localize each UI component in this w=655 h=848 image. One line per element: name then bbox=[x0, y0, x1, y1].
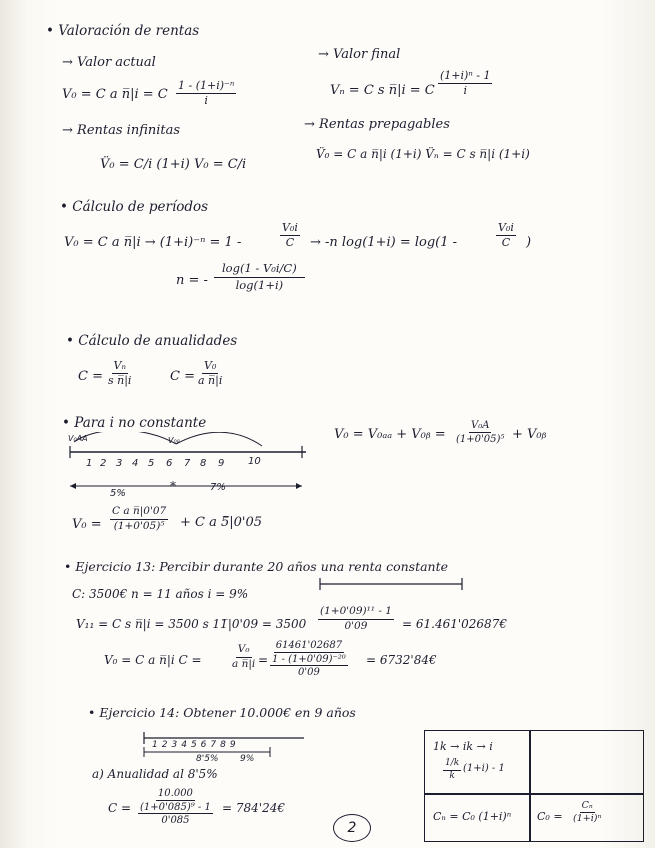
frac-den: (1+0'05)⁵ bbox=[456, 434, 505, 445]
tick: 1 bbox=[152, 740, 162, 750]
frac-num: 61461'02687 bbox=[275, 640, 343, 651]
frac-num: 1 - (1+i)⁻ⁿ bbox=[176, 80, 236, 94]
tick: 2 bbox=[161, 740, 172, 750]
formula-i-no-constante-lhs: V₀ = V₀ₐₐ + V₀ᵦ = bbox=[334, 427, 446, 442]
frac-num: (1+i)ⁿ - 1 bbox=[438, 70, 492, 84]
timeline-tick-8: 8 bbox=[200, 458, 207, 469]
frac-num: (1+0'09)¹¹ - 1 bbox=[318, 606, 394, 620]
heading-calculo-anualidades: • Cálculo de anualidades bbox=[66, 333, 238, 349]
frac-den: 0'09 bbox=[344, 619, 368, 632]
table-cell-top-left-line1: 1k → ik → i bbox=[433, 740, 493, 753]
tick: 4 bbox=[181, 740, 191, 750]
table-cell-top-left-exponent bbox=[443, 759, 461, 782]
frac-den: i bbox=[463, 84, 467, 98]
formula-periodos-frac1 bbox=[280, 222, 300, 249]
frac-num: 1/k bbox=[443, 759, 461, 771]
timeline-tick-9: 9 bbox=[218, 458, 225, 469]
frac-num: Cₙ bbox=[580, 801, 595, 813]
formula-valor-actual-fraction bbox=[176, 80, 236, 107]
formula-rentas-infinitas: V̈₀ = C/i (1+i) V₀ = C/i bbox=[100, 157, 247, 172]
timeline-tick-4: 4 bbox=[132, 458, 139, 469]
formula-n-lhs: n = - bbox=[176, 273, 208, 288]
timeline-tick-2: 2 bbox=[100, 458, 107, 469]
page-number: 2 bbox=[333, 814, 371, 842]
formula-periodos-frac2 bbox=[496, 222, 516, 249]
formula-valor-actual-lhs: V₀ = C a n̅|i = C bbox=[62, 87, 168, 102]
formula-v0-ej13-frac2 bbox=[270, 640, 348, 678]
tick: 6 bbox=[200, 740, 211, 750]
formula-v0-no-constante-fraction bbox=[110, 506, 168, 532]
timeline-ejercicio-13 bbox=[316, 576, 466, 592]
formula-periodos-line1: V₀ = C a n̅|i → (1+i)⁻ⁿ = 1 - bbox=[64, 235, 242, 250]
formula-n-fraction bbox=[214, 262, 305, 291]
timeline-tick-7: 7 bbox=[184, 458, 191, 469]
table-cell-bottom-right-lhs: C₀ = bbox=[537, 810, 563, 823]
frac-num: 10.000 bbox=[157, 788, 193, 799]
heading-ejercicio-13: • Ejercicio 13: Percibir durante 20 años una renta constante bbox=[64, 559, 449, 574]
formula-v11-result: = 61.461'02687€ bbox=[402, 617, 507, 631]
frac-den: 0'085 bbox=[161, 815, 190, 826]
label-rentas-prepagables: → Rentas prepagables bbox=[304, 117, 450, 132]
frac-den: 0'09 bbox=[297, 667, 320, 678]
heading-ejercicio-14: • Ejercicio 14: Obtener 10.000€ en 9 años bbox=[88, 705, 356, 720]
formula-periodos-close: ) bbox=[526, 235, 532, 250]
frac-num: V₀ bbox=[236, 644, 252, 658]
timeline-tick-5: 5 bbox=[148, 458, 155, 469]
tick: 5 bbox=[190, 740, 201, 750]
frac-mid: (1+0'085)⁹ - 1 bbox=[140, 802, 211, 813]
tick: 8 bbox=[220, 740, 230, 750]
formula-v0-ej13-eq: = bbox=[258, 653, 269, 667]
table-cell-top-left-line2: (1+i) - 1 bbox=[463, 763, 505, 774]
frac-den: i bbox=[204, 94, 208, 108]
tick: 3 bbox=[171, 740, 182, 750]
frac-den: C bbox=[501, 236, 511, 250]
timeline-rate-5: 5% bbox=[110, 488, 126, 499]
frac-den: a n̅|i bbox=[232, 657, 256, 670]
formula-table bbox=[424, 730, 644, 842]
label-rentas-infinitas: → Rentas infinitas bbox=[62, 123, 181, 138]
frac-num: V₀ bbox=[202, 360, 218, 374]
formula-anualidad-ej14-lhs: C = bbox=[108, 801, 132, 815]
formula-anualidad-ej14-fraction bbox=[138, 788, 213, 826]
formula-v0-ej13-lhs: V₀ = C a n̅|i C = bbox=[104, 653, 202, 667]
formula-v0-ej13-frac1 bbox=[230, 644, 257, 670]
frac-num: C a n̅|0'07 bbox=[110, 506, 168, 520]
formula-rentas-prepagables: V̈₀ = C a n̅|i (1+i) V̈ₙ = C s n̅|i (1+i) bbox=[316, 147, 530, 161]
timeline-14-rate2: 9% bbox=[240, 754, 255, 764]
timeline-14-ticks bbox=[152, 740, 240, 750]
timeline-tick-10: 10 bbox=[248, 456, 261, 467]
tick: 7 bbox=[210, 740, 221, 750]
frac-num: V₀i bbox=[280, 222, 300, 236]
frac-den: s n̅|i bbox=[108, 374, 132, 388]
heading-valoracion-rentas: • Valoración de rentas bbox=[46, 23, 200, 39]
frac-num: log(1 - V₀i/C) bbox=[214, 262, 305, 278]
formula-anualidad-1-fraction bbox=[106, 360, 133, 387]
formula-v0-no-constante-lhs: V₀ = bbox=[72, 517, 102, 532]
timeline-rate-7: 7% bbox=[210, 482, 226, 493]
table-cell-bottom-right-fraction bbox=[571, 801, 603, 825]
frac-num: V₀A bbox=[470, 420, 490, 431]
formula-v0-no-constante-rhs: + C a 5̅|0'05 bbox=[180, 515, 263, 530]
frac-den: k bbox=[449, 770, 455, 781]
heading-calculo-periodos: • Cálculo de períodos bbox=[60, 199, 209, 215]
heading-i-no-constante: • Para i no constante bbox=[62, 415, 207, 431]
formula-v11-fraction bbox=[318, 606, 394, 632]
formula-valor-final-lhs: Vₙ = C s n̅|i = C bbox=[330, 83, 435, 98]
timeline-label-v0aa: V₀AA bbox=[68, 434, 88, 443]
label-valor-final: → Valor final bbox=[318, 47, 401, 62]
timeline-14-rate1: 8'5% bbox=[196, 754, 219, 764]
frac-den: log(1+i) bbox=[235, 277, 284, 292]
ejercicio-13-datos: C: 3500€ n = 11 años i = 9% bbox=[72, 587, 249, 601]
ejercicio-14-apartado-a: a) Anualidad al 8'5% bbox=[92, 767, 218, 781]
formula-anualidad-2-lhs: C = bbox=[170, 369, 195, 384]
formula-periodos-line1b: → -n log(1+i) = log(1 - bbox=[310, 235, 458, 250]
table-divider-vertical bbox=[529, 731, 531, 841]
frac-den: (1+i)ⁿ bbox=[573, 813, 602, 825]
frac-num: Vₙ bbox=[112, 360, 128, 374]
table-divider-horizontal bbox=[425, 793, 643, 795]
table-cell-bottom-left: Cₙ = C₀ (1+i)ⁿ bbox=[433, 810, 512, 823]
tick: 9 bbox=[229, 740, 240, 750]
frac-den: (1+0'05)⁵ bbox=[113, 519, 165, 532]
timeline-tick-1: 1 bbox=[86, 458, 93, 469]
frac-den: a n̅|i bbox=[198, 374, 223, 388]
timeline-tick-6: 6 bbox=[166, 458, 173, 469]
label-valor-actual: → Valor actual bbox=[62, 55, 156, 70]
frac-mid: 1 - (1+0'09)⁻²⁰ bbox=[272, 654, 346, 665]
formula-anualidad-ej14-result: = 784'24€ bbox=[222, 801, 285, 815]
formula-v0-ej13-result: = 6732'84€ bbox=[366, 653, 437, 667]
formula-i-no-constante-fraction bbox=[454, 420, 506, 445]
formula-v11-lhs: V₁₁ = C s n̅|i = 3500 s 11̅|0'09 = 3500 bbox=[76, 617, 307, 631]
frac-num: V₀i bbox=[496, 222, 516, 236]
timeline-tick-3: 3 bbox=[116, 458, 123, 469]
formula-i-no-constante-rhs: + V₀ᵦ bbox=[512, 427, 547, 442]
formula-anualidad-2-fraction bbox=[196, 360, 224, 387]
timeline-label-v0b: V₀ᵦ bbox=[168, 436, 180, 445]
formula-anualidad-1-lhs: C = bbox=[78, 369, 103, 384]
formula-valor-final-fraction bbox=[438, 70, 492, 97]
svg-text:*: * bbox=[170, 479, 176, 493]
frac-den: C bbox=[285, 236, 295, 250]
